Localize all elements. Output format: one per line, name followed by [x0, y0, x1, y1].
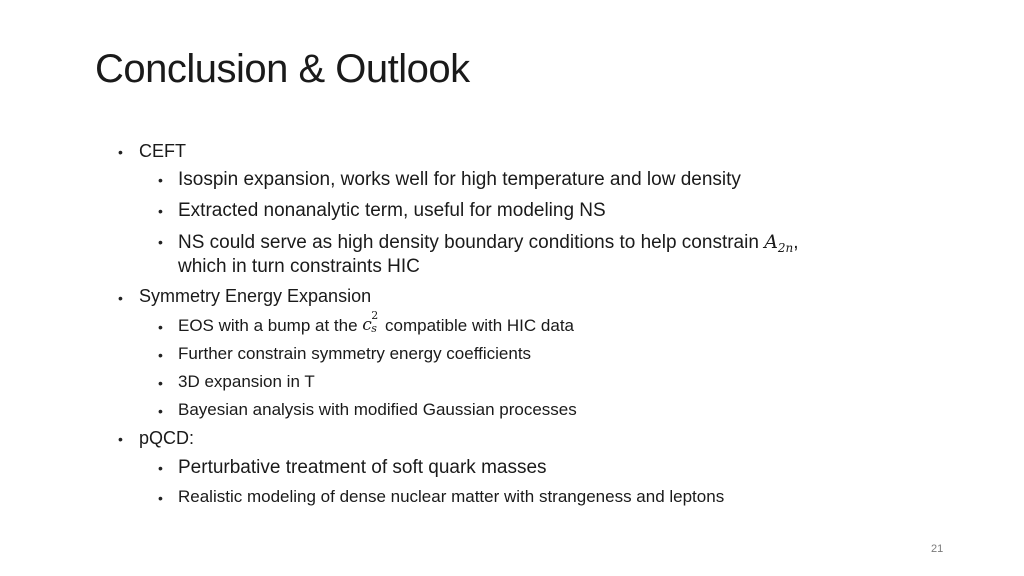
list-item-ns-boundary: NS could serve as high density boundary conditions to help constrain $A_{2n}$, [178, 231, 799, 255]
bullet-icon: • [158, 234, 163, 250]
bullet-icon: • [158, 172, 163, 188]
bullet-icon: • [158, 319, 163, 335]
bullet-icon: • [158, 203, 163, 219]
list-item-nonanalytic: Extracted nonanalytic term, useful for modeling NS [178, 200, 606, 221]
bullet-icon: • [158, 347, 163, 363]
slide-title: Conclusion & Outlook [95, 47, 470, 91]
bullet-icon: • [118, 290, 123, 306]
bullet-icon: • [158, 460, 163, 476]
section-heading-ceft: CEFT [139, 141, 186, 161]
bullet-icon: • [158, 490, 163, 506]
list-item-continuation: which in turn constraints HIC [178, 256, 420, 277]
math-cs2: c 2 s [362, 309, 379, 335]
list-item-perturbative: Perturbative treatment of soft quark masses [178, 457, 547, 478]
list-item-3d-expansion: 3D expansion in T [178, 372, 315, 391]
list-item-eos-bump: EOS with a bump at the c 2 s compatible with HIC data [178, 309, 574, 335]
bullet-icon: • [118, 431, 123, 447]
section-heading-symmetry: Symmetry Energy Expansion [139, 286, 372, 306]
section-heading-pqcd: pQCD: [139, 428, 195, 448]
bullet-icon: • [158, 375, 163, 391]
bullet-icon: • [118, 144, 123, 160]
list-item-isospin: Isospin expansion, works well for high temperature and low density [178, 169, 741, 190]
list-item-realistic: Realistic modeling of dense nuclear matter with strangeness and leptons [178, 487, 725, 506]
page-number: 21 [931, 543, 944, 555]
math-a2n: $A_{2n}$ [764, 231, 794, 255]
bullet-icon: • [158, 403, 163, 419]
list-item-constrain: Further constrain symmetry energy coefficients [178, 344, 532, 363]
list-item-text: NS could serve as high density boundary conditions to help constrain [178, 232, 759, 253]
list-item-bayesian: Bayesian analysis with modified Gaussian processes [178, 400, 577, 419]
